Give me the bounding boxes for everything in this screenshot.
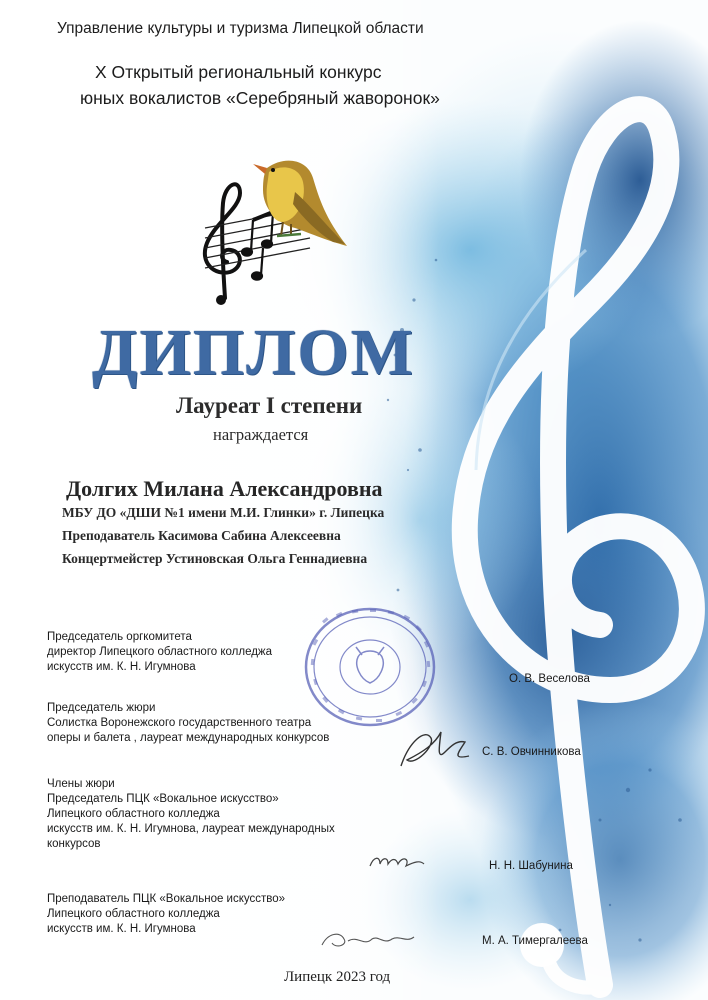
diploma-title: ДИПЛОМ: [92, 316, 415, 389]
signatory-2-line1: Председатель жюри: [47, 702, 156, 714]
signature-2-icon: [395, 722, 475, 774]
signatory-3-roles: [47, 777, 335, 852]
city-year: Липецк 2023 год: [284, 969, 391, 985]
signatory-4-roles: [47, 892, 285, 937]
winner-name: Долгих Милана Александровна: [66, 476, 383, 501]
awarded-label: награждается: [213, 425, 309, 444]
signatory-3-line4: искусств им. К. Н. Игумнова, лауреат международных: [47, 823, 335, 835]
signatory-1-line1: Председатель оргкомитета: [47, 631, 192, 643]
school-name: МБУ ДО «ДШИ №1 имени М.И. Глинки» г. Липецка: [62, 505, 385, 520]
signatory-2-roles: [47, 701, 329, 746]
signatory-2-line3: оперы и балета , лауреат международных конкурсов: [47, 732, 330, 744]
laureate-degree: Лауреат I степени: [176, 393, 363, 418]
signatory-1-roles: [47, 630, 272, 675]
signatory-4-line3: искусств им. К. Н. Игумнова: [47, 923, 196, 935]
signatory-1-line3: искусств им. К. Н. Игумнова: [47, 661, 196, 673]
signatory-2-line2: Солистка Воронежского государственного театра: [47, 717, 312, 729]
signatory-3-line1: Члены жюри: [47, 778, 115, 790]
signatory-4-name: М. А. Тимергалеева: [482, 935, 588, 947]
signatory-3-line2: Председатель ПЦК «Вокальное искусство»: [47, 793, 279, 805]
accompanist-name: Концертмейстер Устиновская Ольга Геннадиевна: [62, 551, 368, 566]
signatory-4-line1: Преподаватель ПЦК «Вокальное искусство»: [47, 893, 286, 905]
signatory-1-line2: директор Липецкого областного колледжа: [47, 646, 273, 658]
signatory-3-name: Н. Н. Шабунина: [489, 860, 573, 872]
department-name: Управление культуры и туризма Липецкой области: [57, 20, 424, 37]
lark-emblem-icon: [185, 148, 350, 313]
signatory-1-name: О. В. Веселова: [509, 673, 590, 685]
signatory-3-line3: Липецкого областного колледжа: [47, 808, 220, 820]
contest-title-line2: юных вокалистов «Серебряный жаворонок»: [80, 88, 440, 108]
teacher-name: Преподаватель Касимова Сабина Алексеевна: [62, 528, 341, 543]
signatory-4-line2: Липецкого областного колледжа: [47, 908, 220, 920]
signature-4-icon: [318, 925, 418, 953]
signature-3-icon: [366, 848, 428, 874]
contest-title-line1: X Открытый региональный конкурс: [95, 62, 382, 82]
signatory-3-line5: конкурсов: [47, 838, 101, 850]
signatory-2-name: С. В. Овчинникова: [482, 746, 581, 758]
